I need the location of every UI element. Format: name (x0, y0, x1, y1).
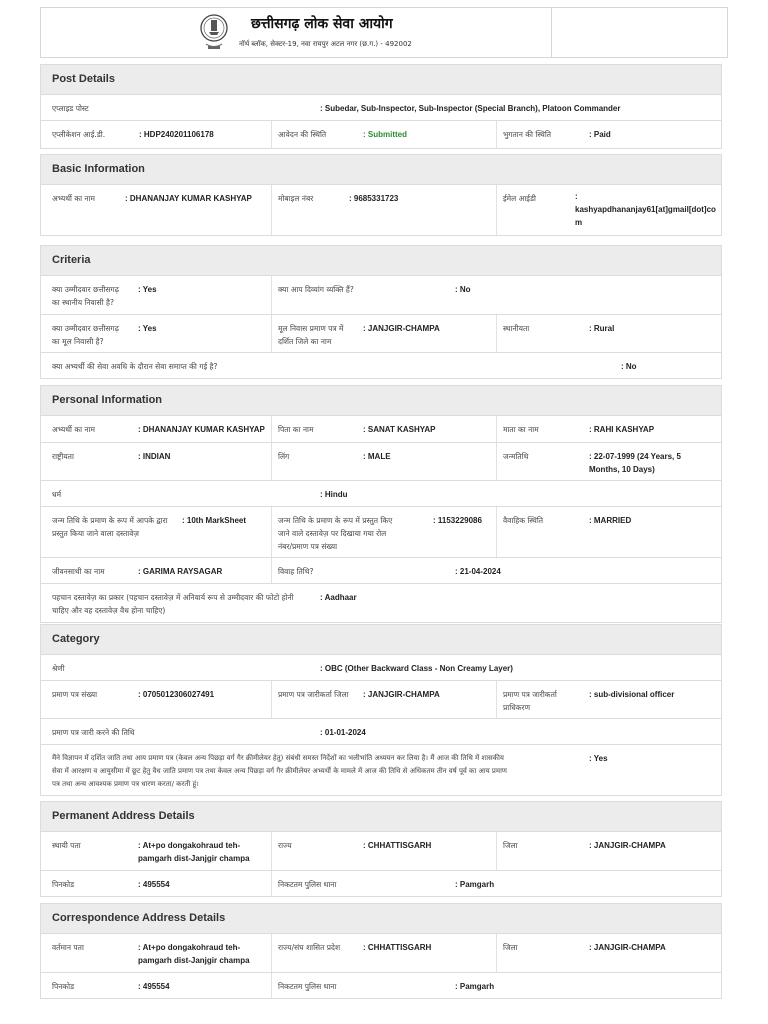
local-resident-label: क्या उम्मीदवार छत्तीसगढ़ का स्थानीय निवासी है? (52, 285, 119, 307)
application-status-row (41, 121, 721, 148)
pincode-value: : 495554 (138, 880, 170, 889)
category-row-3 (41, 719, 721, 745)
applied-post-value: : Subedar, Sub-Inspector, Sub-Inspector (Special Branch), Platoon Commander (320, 104, 621, 113)
district-value: : JANJGIR-CHAMPA (589, 841, 666, 850)
dob-value: : 22-07-1999 (24 Years, 5 Months, 10 Days) (589, 452, 681, 474)
police-station-label: निकटतम पुलिस थाना (278, 880, 337, 889)
personal-row-4 (41, 507, 721, 558)
personal-row-5 (41, 558, 721, 584)
locality-value: : Rural (589, 324, 615, 333)
state-label: राज्य/संघ शासित प्रदेश (278, 943, 341, 952)
category-row-2 (41, 681, 721, 719)
section-title: Permanent Address Details (41, 802, 721, 832)
correspondence-address-row-2 (41, 973, 721, 998)
basic-info-section (40, 154, 722, 236)
address-label: वर्तमान पता (52, 943, 84, 952)
id-document-value: : Aadhaar (320, 593, 357, 602)
applied-post-label: एप्लाइड पोस्ट (52, 104, 89, 113)
religion-value: : Hindu (320, 490, 348, 499)
section-title: Category (41, 625, 721, 655)
pincode-value: : 495554 (138, 982, 170, 991)
religion-label: धर्म (52, 490, 62, 499)
criteria-row-3 (41, 353, 721, 378)
criteria-row-1 (41, 276, 721, 315)
spouse-name-label: जीवनसाथी का नाम (52, 567, 105, 576)
basic-info-row (41, 185, 721, 235)
application-id-label: एप्लीकेशन आई.डी. (52, 130, 106, 139)
state-label: राज्य (278, 841, 292, 850)
application-id-value: : HDP240201106178 (139, 130, 214, 139)
service-terminated-label: क्या अभ्यर्थी की सेवा अवधि के दौरान सेवा समाप्त की गई है? (52, 362, 218, 371)
declaration-value: : Yes (589, 754, 608, 763)
category-row-4 (41, 745, 721, 795)
native-resident-label: क्या उम्मीदवार छत्तीसगढ़ का मूल निवासी है? (52, 324, 119, 346)
candidate-name-label: अभ्यर्थी का नाम (52, 194, 95, 203)
email-label: ईमेल आईडी (503, 194, 536, 203)
domicile-district-value: : JANJGIR-CHAMPA (363, 324, 440, 333)
dob-label: जन्मतिथि (503, 452, 529, 461)
certificate-authority-value: : sub-divisional officer (589, 690, 675, 699)
section-title: Criteria (41, 246, 721, 276)
certificate-date-label: प्रमाण पत्र जारी करने की तिथि (52, 728, 135, 737)
father-name-value: : SANAT KASHYAP (363, 425, 436, 434)
disabled-value: : No (455, 285, 471, 294)
dob-document-value: : 10th MarkSheet (182, 516, 247, 525)
state-value: : CHHATTISGARH (363, 841, 432, 850)
police-station-value: : Pamgarh (455, 982, 495, 991)
page-header (40, 7, 728, 58)
personal-row-1 (41, 416, 721, 443)
payment-status-label: भुगतान की स्थिति (503, 130, 552, 139)
marital-status-value: : MARRIED (589, 516, 632, 525)
address-value: : At+po dongakohraud teh- pamgarh dist-Janjgir champa (138, 841, 250, 863)
candidate-name-value: : DHANANJAY KUMAR KASHYAP (138, 425, 265, 434)
pincode-label: पिनकोड (52, 880, 75, 889)
locality-label: स्थानीयता (503, 324, 530, 333)
certificate-number-label: प्रमाण पत्र संख्या (52, 690, 98, 699)
father-name-label: पिता का नाम (278, 425, 314, 434)
state-emblem-icon (199, 11, 229, 53)
application-status-value: : Submitted (363, 130, 407, 139)
native-resident-value: : Yes (138, 324, 157, 333)
section-title: Basic Information (41, 155, 721, 185)
address-label: स्थायी पता (52, 841, 81, 850)
roll-number-label: जन्म तिथि के प्रमाण के रूप में प्रस्तुत किए जाने वाले दस्तावेज़ पर दिखाया गया रोल नंबर/प्रमाण पत्र संख्या (278, 516, 393, 551)
mother-name-label: माता का नाम (503, 425, 539, 434)
personal-row-3 (41, 481, 721, 507)
district-value: : JANJGIR-CHAMPA (589, 943, 666, 952)
marriage-date-value: : 21-04-2024 (455, 567, 501, 576)
dob-document-label: जन्म तिथि के प्रमाण के रूप में आपके द्वारा प्रस्तुत किया जाने वाला दस्तावेज़ (52, 516, 168, 538)
post-details-section (40, 64, 722, 149)
district-label: जिला (503, 841, 518, 850)
certificate-authority-label: प्रमाण पत्र जारीकर्ता प्राधिकरण (503, 690, 557, 712)
address-value: : At+po dongakohraud teh- pamgarh dist-Janjgir champa (138, 943, 250, 965)
mobile-label: मोबाइल नंबर (278, 194, 314, 203)
payment-status-value: : Paid (589, 130, 611, 139)
category-row-1 (41, 655, 721, 681)
declaration-label: मैंने विज्ञापन में दर्शित जाति तथा आय प्रमाण पत्र (केवल अन्य पिछड़ा वर्ग गैर क्रीमीलेयर हेतु) संबंधी समस्त निर्देशों का भलीभांति अध्ययन कर लिया है। मैं आज की तिथि में शासकीय सेवा में आरक्षण व आयुसीमा में छूट हेतु वैध जाति प्रमाण पत्र तथा केवल अन्य पिछड़ा वर्ग गैर क्रीमीलेयर अभ्यर्थी के मामले में आज की तिथि से अधिकतम तीन वर्ष पूर्व का आय प्रमाण पत्र तथा अन्य आवश्यक प्रमाण पत्र धारण करता/ करती हूं। (52, 754, 507, 788)
service-terminated-value: : No (621, 362, 637, 371)
certificate-number-value: : 0705012306027491 (138, 690, 215, 699)
marriage-date-label: विवाह तिथि? (278, 567, 314, 576)
certificate-district-value: : JANJGIR-CHAMPA (363, 690, 440, 699)
police-station-value: : Pamgarh (455, 880, 495, 889)
gender-label: लिंग (278, 452, 290, 461)
marital-status-label: वैवाहिक स्थिति (503, 516, 544, 525)
category-label: श्रेणी (52, 664, 65, 673)
candidate-name-value: : DHANANJAY KUMAR KASHYAP (125, 194, 252, 203)
category-value: : OBC (Other Backward Class - Non Creamy Layer) (320, 664, 513, 673)
personal-row-6 (41, 584, 721, 622)
personal-info-section (40, 385, 722, 623)
state-value: : CHHATTISGARH (363, 943, 432, 952)
police-station-label: निकटतम पुलिस थाना (278, 982, 337, 991)
permanent-address-row-1 (41, 832, 721, 871)
org-address: नॉर्थ ब्लॉक, सेक्टर-19, नवा रायपुर अटल नगर (छ.ग.) - 492002 (239, 40, 412, 48)
header-divider (551, 8, 552, 57)
category-section (40, 624, 722, 796)
applied-post-row (41, 95, 721, 121)
nationality-value: : INDIAN (138, 452, 171, 461)
certificate-date-value: : 01-01-2024 (320, 728, 366, 737)
org-title: छत्तीसगढ़ लोक सेवा आयोग (251, 16, 393, 32)
disabled-label: क्या आप दिव्यांग व्यक्ति हैं? (278, 285, 354, 294)
nationality-label: राष्ट्रीयता (52, 452, 74, 461)
spouse-name-value: : GARIMA RAYSAGAR (138, 567, 223, 576)
criteria-section (40, 245, 722, 379)
id-document-label: पहचान दस्तावेज़ का प्रकार (पहचान दस्तावेज़ में अनिवार्य रूप से उम्मीदवार की फोटो होनी चाहिए और वह दस्तावेज़ वैध होना चाहिए) (52, 593, 294, 615)
section-title: Post Details (41, 65, 721, 95)
pincode-label: पिनकोड (52, 982, 75, 991)
personal-row-2 (41, 443, 721, 481)
application-status-label: आवेदन की स्थिति (278, 130, 327, 139)
district-label: जिला (503, 943, 518, 952)
certificate-district-label: प्रमाण पत्र जारीकर्ता जिला (278, 690, 349, 699)
candidate-name-label: अभ्यर्थी का नाम (52, 425, 95, 434)
local-resident-value: : Yes (138, 285, 157, 294)
correspondence-address-row-1 (41, 934, 721, 973)
permanent-address-row-2 (41, 871, 721, 896)
mother-name-value: : RAHI KASHYAP (589, 425, 655, 434)
mobile-value: : 9685331723 (349, 194, 399, 203)
section-title: Correspondence Address Details (41, 904, 721, 934)
email-value: : kashyapdhananjay61[at]gmail[dot]co m (575, 192, 716, 227)
permanent-address-section (40, 801, 722, 897)
gender-value: : MALE (363, 452, 391, 461)
correspondence-address-section (40, 903, 722, 999)
criteria-row-2 (41, 315, 721, 353)
roll-number-value: : 1153229086 (433, 516, 482, 525)
domicile-district-label: मूल निवास प्रमाण पत्र में दर्शित जिले का नाम (278, 324, 344, 346)
section-title: Personal Information (41, 386, 721, 416)
